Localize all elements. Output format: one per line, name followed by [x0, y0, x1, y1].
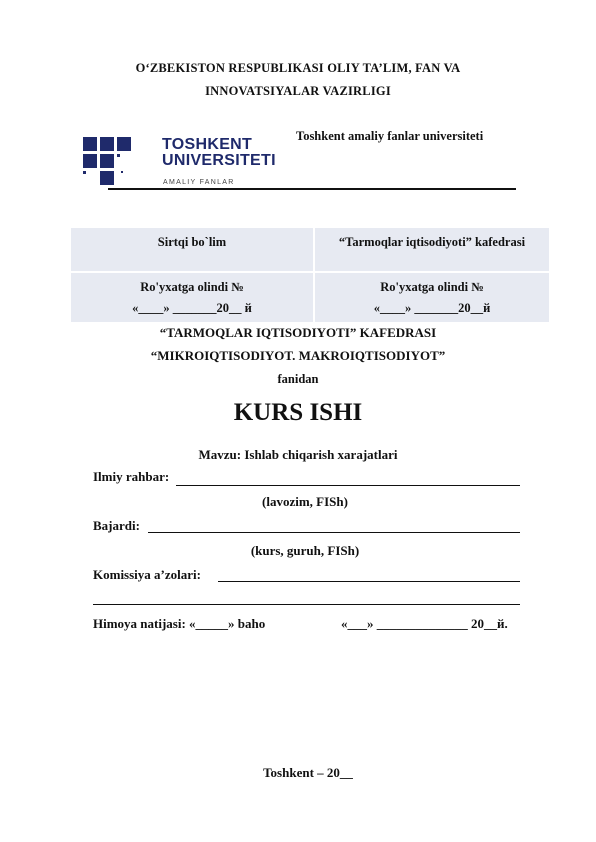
defense-date: «___» ______________ 20__й.: [341, 616, 508, 631]
ministry-header: [60, 57, 536, 103]
header-divider: [108, 188, 516, 190]
page-title: KURS ISHI: [233, 399, 363, 426]
author-hint: (kurs, guruh, FISh): [250, 543, 360, 558]
table-cell-department: Sirtqi bo`lim: [157, 235, 227, 249]
table-cell-left-received: Ro'yxatga olindi №: [140, 280, 244, 294]
kafedra-heading: “TARMOQLAR IQTISODIYOTI” KAFEDRASI: [159, 325, 437, 340]
logo-line-2: UNIVERSITETI: [162, 152, 276, 169]
supervisor-line: [176, 485, 520, 486]
subject-heading: “MIKROIQTISODIYOT. MAKROIQTISODIYOT”: [150, 348, 446, 363]
author-label: Bajardi:: [93, 518, 140, 533]
ministry-line-1: O‘ZBEKISTON RESPUBLIKASI OLIY TA’LIM, FAN VA: [135, 61, 461, 75]
logo-line-1: TOSHKENT: [162, 136, 253, 153]
table-cell-right-received: Ro'yxatga olindi №: [380, 280, 484, 294]
commission-label: Komissiya a’zolari:: [93, 567, 201, 582]
topic-line: Mavzu: Ishlab chiqarish xarajatlari: [198, 447, 398, 462]
author-line: [148, 532, 520, 533]
supervisor-label: Ilmiy rahbar:: [93, 469, 170, 484]
table-cell-left-date: «____» _______20__ й: [132, 301, 252, 315]
table-row-divider: [71, 271, 549, 273]
defense-label: Himoya natijasi: «_____» baho: [93, 616, 266, 631]
table-cell-kafedra: “Tarmoqlar iqtisodiyoti” kafedrasi: [338, 235, 526, 249]
table-cell-right-date: «____» _______20__й: [373, 301, 491, 315]
university-name: Toshkent amaliy fanlar universiteti: [296, 129, 484, 143]
ministry-line-2: INNOVATSIYALAR VAZIRLIGI: [205, 84, 391, 98]
footer-city-year: Toshkent – 20__: [263, 765, 353, 780]
supervisor-hint: (lavozim, FISh): [262, 494, 348, 509]
university-grid-logo-icon: [83, 137, 155, 189]
logo-wordmark: [162, 137, 276, 169]
fanidan-label: fanidan: [277, 372, 319, 386]
commission-line-2: [93, 604, 520, 605]
logo-subtitle: AMALIY FANLAR: [163, 179, 235, 186]
commission-line-1: [218, 581, 520, 582]
